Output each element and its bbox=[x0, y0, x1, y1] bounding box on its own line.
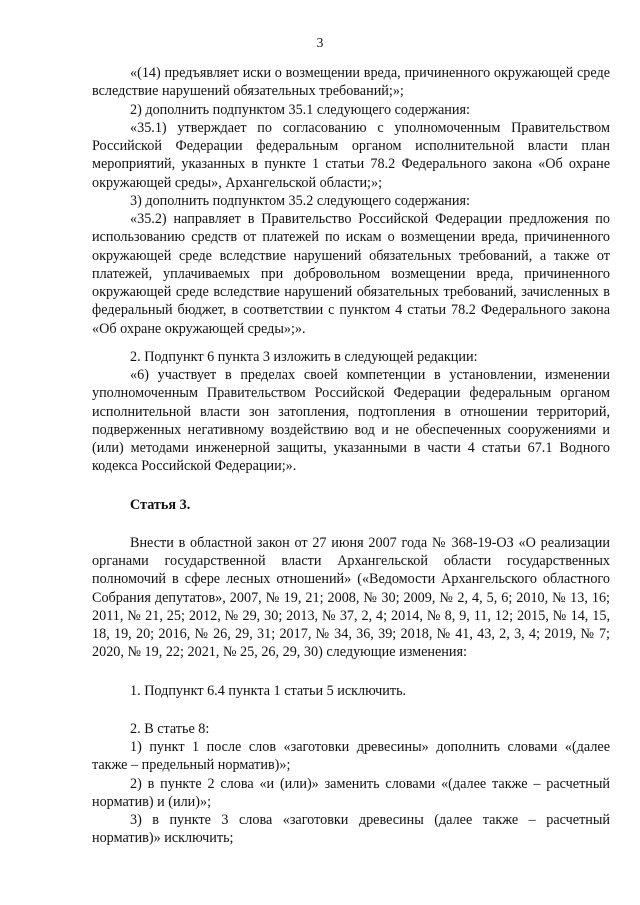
paragraph: 2) в пункте 2 слова «и (или)» заменить словами «(далее также – расчетный норматив) и (или)»; bbox=[92, 775, 610, 810]
paragraph: 2. Подпункт 6 пункта 3 изложить в следующей редакции: bbox=[130, 348, 478, 365]
paragraph: 2. В статье 8: bbox=[130, 720, 210, 737]
paragraph: «6) участвует в пределах своей компетенции в установлении, изменении уполномоченным Правительством Российской Федерации федеральным органом исполнительной власти зон затопления, подтопления в отношении территорий, подверженных негативному воздействию вод и не обеспеченных сооружениями и (или) методами инженерной защиты, указанными в части 4 статьи 67.1 Водного кодекса Российской Федерации;». bbox=[92, 367, 610, 475]
page-number: 3 bbox=[316, 35, 324, 50]
article-intro: Внести в областной закон от 27 июня 2007 года № 368-19-ОЗ «О реализации органами государственной власти Архангельской области государственных полномочий в сфере лесных отношений» («Ведомости Архангельского областного Собрания депутатов», 2007, № 19, 21; 2008, № 30; 2009, № 2, 4, 5, 6; 2010, № 13, 16; 2011, № 21, 25; 2012, № 29, 30; 2013, № 37, 2, 4; 2014, № 8, 9, 11, 12; 2015, № 14, 15, 18, 19, 20; 2016, № 26, 29, 31; 2017, № 34, 36, 39; 2018, № 41, 43, 2, 3, 4; 2019, № 7; 2020, № 19, 22; 2021, № 25, 26, 29, 30) следующие изменения: bbox=[92, 534, 610, 661]
spacer bbox=[92, 662, 610, 682]
paragraph: «(14) предъявляет иски о возмещении вреда, причиненного окружающей среде вследствие нарушений обязательных требований;»; bbox=[92, 65, 610, 100]
paragraph: 3) дополнить подпунктом 35.2 следующего содержания: bbox=[130, 192, 470, 209]
paragraph: 1) пункт 1 после слов «заготовки древесины» дополнить словами «(далее также – предельный норматив)»; bbox=[92, 739, 610, 774]
article-heading: Статья 3. bbox=[130, 496, 191, 513]
spacer bbox=[92, 338, 610, 348]
spacer bbox=[92, 700, 610, 720]
paragraph: 2) дополнить подпунктом 35.1 следующего содержания: bbox=[130, 101, 470, 118]
spacer bbox=[92, 514, 610, 534]
paragraph: 3) в пункте 3 слова «заготовки древесины (далее также – расчетный норматив)» исключить; bbox=[92, 812, 610, 847]
document-body bbox=[92, 64, 610, 848]
paragraph: 1. Подпункт 6.4 пункта 1 статьи 5 исключить. bbox=[130, 682, 407, 699]
paragraph: «35.1) утверждает по согласованию с уполномоченным Правительством Российской Федерации федеральным органом исполнительной власти план мероприятий, указанных в пункте 1 статьи 78.2 Федерального закона «Об охране окружающей среды», Архангельской области;»; bbox=[92, 119, 610, 191]
paragraph: «35.2) направляет в Правительство Российской Федерации предложения по использованию средств от платежей по искам о возмещении вреда, причиненного окружающей среде вследствие нарушений обязательных требований, а также от платежей, уплачиваемых при добровольном возмещении вреда, причиненного окружающей среде вследствие нарушений обязательных требований, зачисленных в федеральный бюджет, в соответствии с пунктом 4 статьи 78.2 Федерального закона «Об охране окружающей среды»;». bbox=[92, 211, 610, 337]
spacer bbox=[92, 476, 610, 496]
